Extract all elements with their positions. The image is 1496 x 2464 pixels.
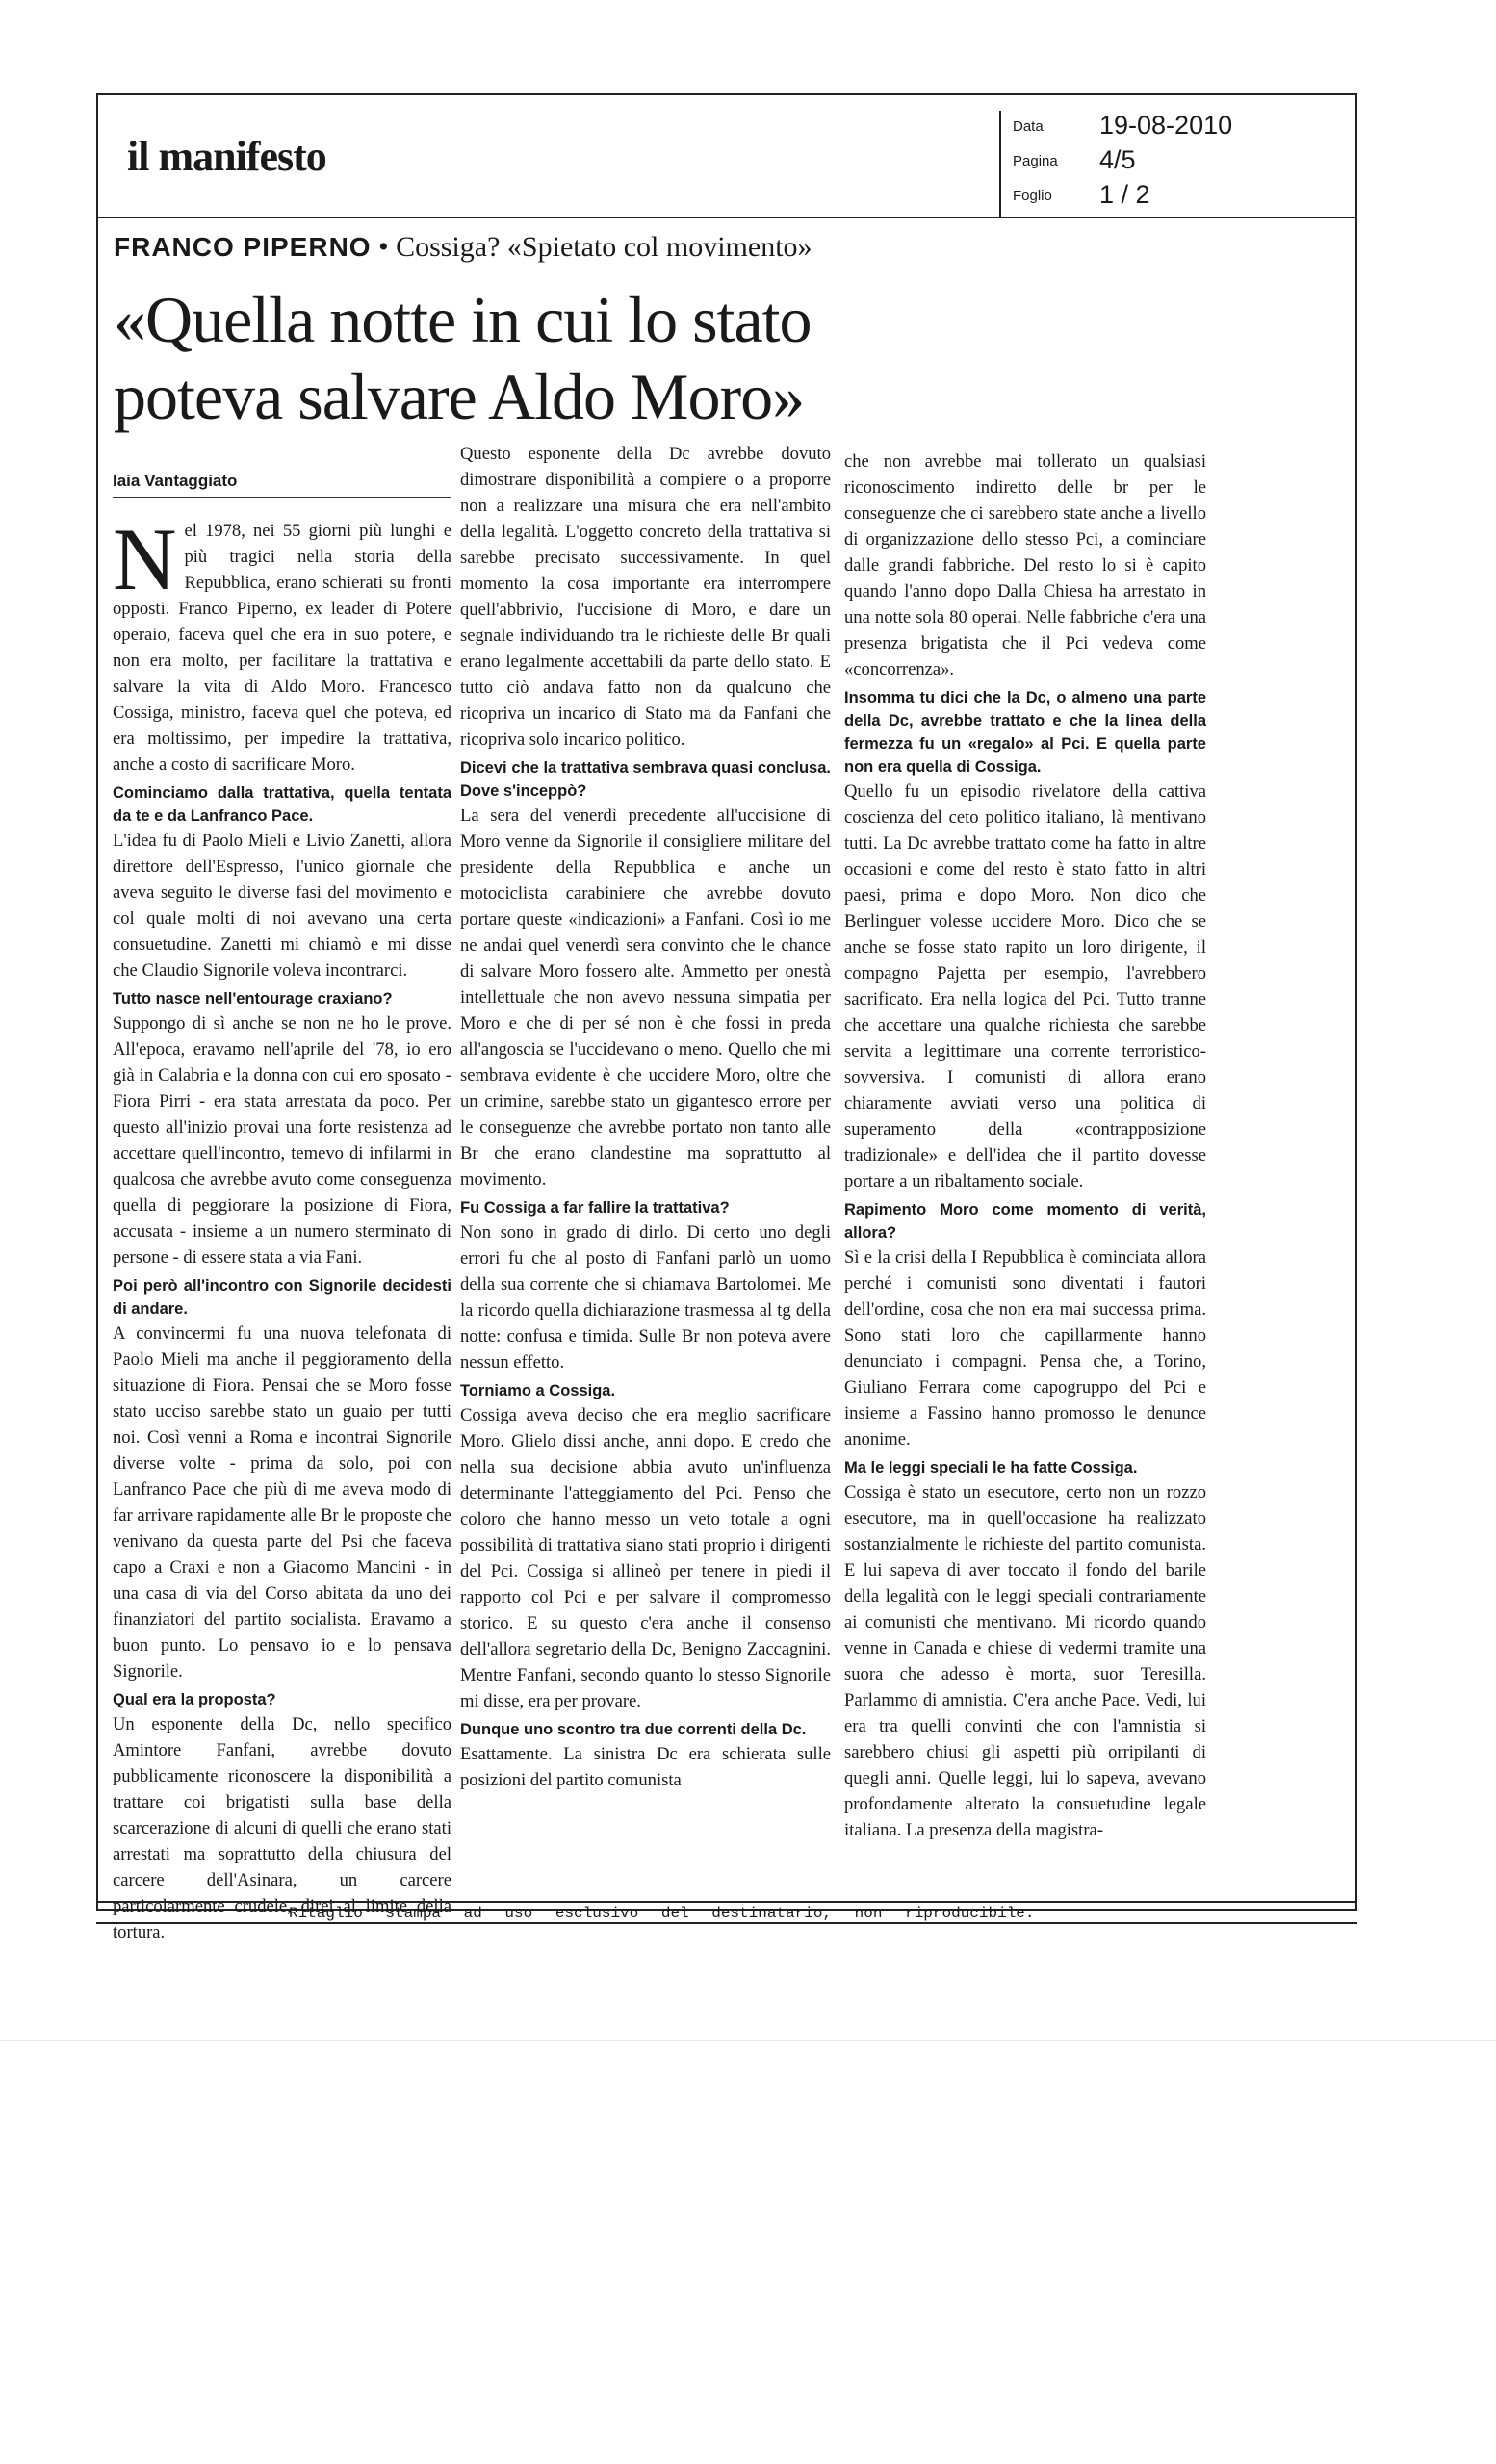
clipping-header bbox=[96, 93, 1357, 218]
answer: che non avrebbe mai tollerato un qualsiasi riconoscimento indiretto delle br per le conseguenze che ci sarebbero state anche a livello di organizzazione dello stesso Pci, a cominciare dalle grandi fabbriche. Del resto lo si è capito quando l'anno dopo Dalla Chiesa ha arrestato in una notte sola 80 operai. Nelle fabbriche c'era una presenza brigatista che il Pci vedeva come «concorrenza». bbox=[844, 451, 1206, 680]
page-label: Pagina bbox=[1013, 153, 1058, 169]
page-value: 4/5 bbox=[1099, 145, 1136, 174]
kicker-bullet: • bbox=[378, 231, 389, 263]
clipping-footer bbox=[96, 1901, 1357, 1924]
sheet-value: 1 / 2 bbox=[1099, 180, 1150, 209]
article-title: «Quella notte in cui lo stato poteva salvare Aldo Moro» bbox=[114, 283, 812, 433]
reproduction-notice: Ritaglio stampa ad uso esclusivo del destinatario, non riproducibile. bbox=[289, 1905, 1035, 1922]
answer: Sì e la crisi della I Repubblica è cominciata allora perché i comunisti sono diventati i fautori dell'ordine, cosa che non era mai successa prima. Sono stati loro che capillarmente hanno denunciato i compagni. Pensa che, a Torino, Giuliano Ferrara come capogruppo del Pci e insieme a Fassino hanno promosso le denunce anonime. bbox=[844, 1247, 1206, 1450]
date-label: Data bbox=[1013, 118, 1044, 135]
question: Rapimento Moro come momento di verità, allora? bbox=[844, 1201, 1206, 1242]
date-value: 19-08-2010 bbox=[1099, 111, 1233, 140]
sheet-label: Foglio bbox=[1013, 188, 1052, 204]
article-column-3 bbox=[844, 449, 1206, 1843]
question: Ma le leggi speciali le ha fatte Cossiga. bbox=[844, 1459, 1138, 1476]
answer: A convincermi fu una nuova telefonata di Paolo Mieli ma anche il peggioramento della situazione di Fiora. Pensai che se Moro fosse stato ucciso sarebbe stato un guaio per tutti noi. Così venni a Roma e incontrai Signorile diverse volte - prima da solo, poi con Lanfranco Pace che più di me aveva modo di far arrivare rapidamente alle Br le proposte che venivano da questa parte del Psi che faceva capo a Craxi e non a Giacomo Mancini - in una casa di via del Corso abitata da uno dei finanziatori del partito socialista. Eravamo a buon punto. Lo pensavo io e lo pensava Signorile. bbox=[113, 1323, 451, 1681]
answer: L'idea fu di Paolo Mieli e Livio Zanetti, allora direttore dell'Espresso, l'unico giornale che aveva seguito le diverse fasi del movimento e col quale molti di noi avevano una certa consuetudine. Zanetti mi chiamò e mi disse che Claudio Signorile voleva incontrarci. bbox=[113, 831, 451, 981]
article-column-2 bbox=[460, 441, 831, 1793]
article-column-1 bbox=[113, 510, 451, 1945]
answer: Cossiga aveva deciso che era meglio sacrificare Moro. Glielo dissi anche, anni dopo. E credo che nella sua decisione abbia avuto un'influenza determinante l'atteggiamento del Pci. Penso che coloro che hanno messo un veto totale a ogni possibilità di trattativa siano stati proprio i dirigenti del Pci. Cossiga si allineò per tenere in piedi il rapporto col Pci e per salvare il compromesso storico. E su questo c'era anche il consenso dell'allora segretario della Dc, Benigno Zaccagnini. Mentre Fanfani, secondo quanto lo stesso Signorile mi disse, era per provare. bbox=[460, 1405, 831, 1711]
page-edge bbox=[0, 2040, 1496, 2041]
question: Fu Cossiga a far fallire la trattativa? bbox=[460, 1199, 730, 1217]
answer: Non sono in grado di dirlo. Di certo uno degli errori fu che al posto di Fanfani parlò un uomo della sua corrente che si chiamava Bartolomei. Me la ricordo quella dichiarazione trasmessa al tg della notte: confusa e timida. Sulle Br non poteva avere nessun effetto. bbox=[460, 1222, 831, 1373]
intro-paragraph bbox=[113, 510, 451, 778]
question: Insomma tu dici che la Dc, o almeno una parte della Dc, avrebbe trattato e che la linea della fermezza fu un «regalo» al Pci. E quella parte non era quella di Cossiga. bbox=[844, 689, 1206, 776]
answer: Questo esponente della Dc avrebbe dovuto dimostrare disponibilità a compiere o a proporre non a realizzare una misura che era nell'ambito della legalità. L'oggetto concreto della trattativa si sarebbe precisato successivamente. In quel momento la cosa importante era interrompere quell'abbrivio, l'uccisione di Moro, e dare un segnale individuando tra le richieste delle Br quali erano legalmente accettabili da parte dello stato. E tutto ciò andava fatto non da qualcuno che ricopriva un incarico di Stato ma da Fanfani che ricopriva solo incarico politico. bbox=[460, 444, 831, 750]
meta-sheet bbox=[1013, 180, 1350, 211]
answer: Suppongo di sì anche se non ne ho le prove. All'epoca, eravamo nell'aprile del '78, io ero già in Calabria e la donna con cui ero sposato - Fiora Pirri - era stata arrestata da poco. Per questo all'inizio provai una forte resistenza ad accettare quell'incontro, temevo di infilarmi in qualcosa che avrebbe avuto come conseguenza quella di peggiorare la posizione di Fiora, accusata - insieme a un numero sterminato di persone - di essere stata a via Fani. bbox=[113, 1014, 451, 1268]
question: Poi però all'incontro con Signorile decidesti di andare. bbox=[113, 1277, 451, 1318]
answer: Cossiga è stato un esecutore, certo non un rozzo esecutore, ma in quell'occasione ha realizzato sostanzialmente le richieste del partito comunista. E lui sapeva di aver toccato il fondo del barile della legalità con le leggi speciali contrariamente ai comunisti che mentivano. Mi ricordo quando venne in Canada e chiese di vedermi tramite una suora che adesso è morta, suor Teresilla. Parlammo di amnistia. C'era anche Pace. Vedi, lui era tra quelli convinti che con l'amnistia si sarebbero chiusi gli aspetti più orripilanti di quegli anni. Quelle leggi, lui lo sapeva, avevano profondamente alterato la consuetudine legale italiana. La presenza della magistra- bbox=[844, 1482, 1206, 1840]
question: Torniamo a Cossiga. bbox=[460, 1382, 616, 1399]
kicker-text: Cossiga? «Spietato col movimento» bbox=[396, 231, 812, 263]
intro-text: el 1978, nei 55 giorni più lunghi e più tragici nella storia della Repubblica, erano schierati su fronti opposti. Franco Piperno, ex leader di Potere operaio, faceva quel che era in suo potere, e non era molto, per facilitare la trattativa e salvare la vita di Aldo Moro. Francesco Cossiga, ministro, faceva quel che poteva, ed era moltissimo, per impedire la trattativa, anche a costo di sacrificare Moro. bbox=[113, 521, 451, 775]
answer: La sera del venerdì precedente all'uccisione di Moro venne da Signorile il consigliere militare del presidente della Repubblica e anche un motociclista carabiniere che avrebbe dovuto portare queste «indicazioni» a Fanfani. Così io me ne andai quel venerdì sera convinto che le chance di salvare Moro fossero alte. Ammetto per onestà intellettuale che non avevo nessuna simpatia per Moro e che di per sé non è che fossi in preda all'angoscia se l'uccidevano o meno. Quello che mi sembrava evidente è che uccidere Moro, oltre che un crimine, sarebbe stato un gigantesco errore per le conseguenze che avrebbe portato non tanto alle Br che erano clandestine ma soprattutto al movimento. bbox=[460, 806, 831, 1190]
answer: Esattamente. La sinistra Dc era schierata sulle posizioni del partito comunista bbox=[460, 1744, 831, 1790]
question: Tutto nasce nell'entourage craxiano? bbox=[113, 990, 393, 1008]
article-kicker bbox=[114, 231, 812, 264]
answer: Un esponente della Dc, nello specifico Amintore Fanfani, avrebbe dovuto pubblicamente riconoscere la disponibilità a trattare coi brigatisti sulla base della scarcerazione di alcuni di quelli che erano stati arrestati ma soprattutto della chiusura del carcere dell'Asinara, un carcere particolarmente crudele, direi al limite della tortura. bbox=[113, 1714, 451, 1942]
clipping-meta bbox=[999, 111, 1357, 217]
question: Cominciamo dalla trattativa, quella tentata da te e da Lanfranco Pace. bbox=[113, 784, 451, 825]
question: Dicevi che la trattativa sembrava quasi conclusa. Dove s'inceppò? bbox=[460, 759, 831, 800]
meta-page bbox=[1013, 145, 1350, 176]
newspaper-logo: il manifesto bbox=[127, 133, 326, 180]
kicker-author: FRANCO PIPERNO bbox=[114, 232, 372, 262]
meta-date bbox=[1013, 111, 1350, 141]
question: Dunque uno scontro tra due correnti della Dc. bbox=[460, 1721, 807, 1738]
answer: Quello fu un episodio rivelatore della cattiva coscienza del ceto politico italiano, là mentivano tutti. La Dc avrebbe trattato come ha fatto in altre occasioni e come del resto è stato fatto in altri paesi, prima e dopo Moro. Non dico che Berlinguer volesse uccidere Moro. Dico che se anche se fosse stato rapito un loro dirigente, il compagno Pajetta per esempio, l'avrebbero sacrificato. Era nella logica del Pci. Tutto tranne che accettare una qualche richiesta che sarebbe servita a legittimare una corrente terroristico-sovversiva. I comunisti di allora erano chiaramente avviati verso una politica di superamento della «contrapposizione tradizionale» e dell'idea che il partito dovesse portare a un ribaltamento sociale. bbox=[844, 782, 1206, 1192]
question: Qual era la proposta? bbox=[113, 1691, 276, 1708]
article-byline: Iaia Vantaggiato bbox=[113, 472, 451, 498]
drop-cap: N bbox=[113, 510, 177, 608]
